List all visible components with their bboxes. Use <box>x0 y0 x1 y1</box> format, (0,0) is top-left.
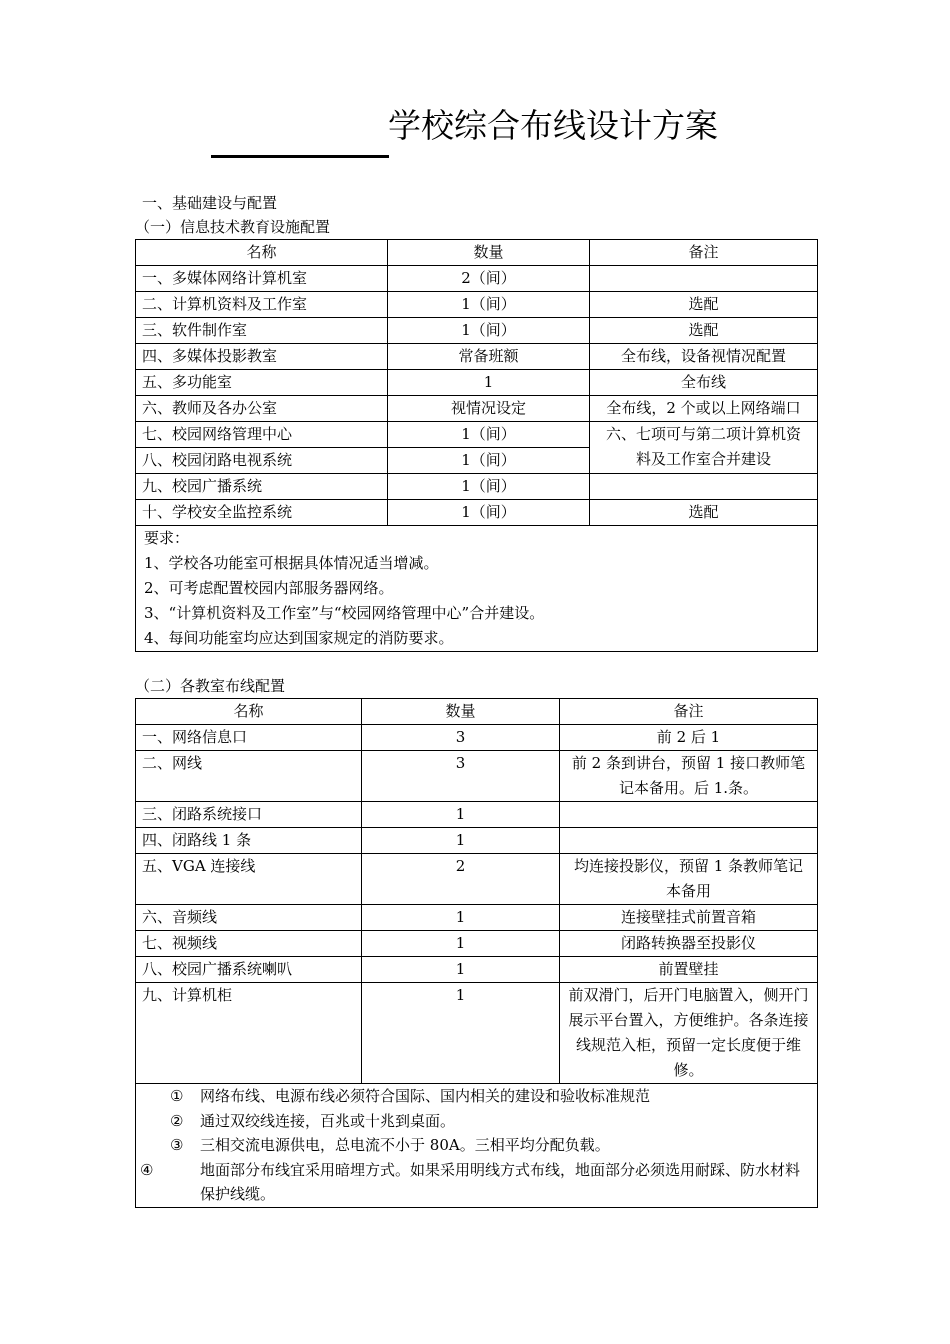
row-qty: 1（间） <box>388 292 590 318</box>
row-name: 六、教师及各办公室 <box>136 396 388 422</box>
row-qty: 视情况设定 <box>388 396 590 422</box>
note-text: 通过双绞线连接，百兆或十兆到桌面。 <box>200 1111 456 1130</box>
note-text: 地面部分布线宜采用暗埋方式。如果采用明线方式布线，地面部分必须选用耐踩、防水材料保护线缆。 <box>200 1160 801 1203</box>
requirement-item: 2、可考虑配置校园内部服务器网络。 <box>144 579 394 597</box>
table-row <box>136 957 818 983</box>
table-row <box>136 318 818 344</box>
row-name: 七、视频线 <box>136 931 362 957</box>
row-name: 十、学校安全监控系统 <box>136 500 388 526</box>
row-qty: 1（间） <box>388 318 590 344</box>
row-qty: 常备班额 <box>388 344 590 370</box>
requirements-row <box>136 526 818 652</box>
note-number: ① <box>170 1087 184 1105</box>
row-note: 全布线，设备视情况配置 <box>590 344 818 370</box>
table-row <box>136 344 818 370</box>
row-qty: 2 <box>362 854 560 905</box>
row-qty: 2（间） <box>388 266 590 292</box>
table-row <box>136 500 818 526</box>
table-row <box>136 983 818 1084</box>
header-name: 名称 <box>136 240 388 266</box>
table-row <box>136 854 818 905</box>
table-row <box>136 931 818 957</box>
note-text: 网络布线、电源布线必须符合国际、国内相关的建设和验收标准规范 <box>200 1087 651 1105</box>
row-qty: 1 <box>362 983 560 1084</box>
row-note <box>590 474 818 500</box>
note-item <box>144 1133 809 1158</box>
row-name: 一、网络信息口 <box>136 725 362 751</box>
table-row <box>136 396 818 422</box>
row-note: 闭路转换器至投影仪 <box>560 931 818 957</box>
table-header-row <box>136 240 818 266</box>
row-note <box>560 828 818 854</box>
row-qty: 1（间） <box>388 474 590 500</box>
row-name: 四、闭路线 1 条 <box>136 828 362 854</box>
row-name: 三、闭路系统接口 <box>136 802 362 828</box>
table-row <box>136 828 818 854</box>
row-qty: 1（间） <box>388 422 590 448</box>
row-qty: 1（间） <box>388 448 590 474</box>
table-row <box>136 474 818 500</box>
row-note: 全布线，2 个或以上网络端口 <box>590 396 818 422</box>
row-note: 连接壁挂式前置音箱 <box>560 905 818 931</box>
requirement-item: 1、学校各功能室可根据具体情况适当增减。 <box>144 554 439 572</box>
table-row <box>136 292 818 318</box>
table-header-row <box>136 699 818 725</box>
row-qty: 1 <box>362 828 560 854</box>
row-note: 选配 <box>590 292 818 318</box>
note-text: 三相交流电源供电，总电流不小于 80A。三相平均分配负载。 <box>200 1136 610 1154</box>
row-name: 五、VGA 连接线 <box>136 854 362 905</box>
title-underline <box>211 155 389 158</box>
header-note: 备注 <box>590 240 818 266</box>
row-name: 三、软件制作室 <box>136 318 388 344</box>
requirement-item: 4、每间功能室均应达到国家规定的消防要求。 <box>144 629 454 647</box>
row-qty: 1 <box>362 957 560 983</box>
row-qty: 1 <box>388 370 590 396</box>
row-note: 前 2 条到讲台，预留 1 接口教师笔记本备用。后 1.条。 <box>560 751 818 802</box>
table-row <box>136 266 818 292</box>
row-qty: 1（间） <box>388 500 590 526</box>
facility-config-table <box>135 239 818 652</box>
note-item <box>144 1084 809 1109</box>
table-row <box>136 802 818 828</box>
note-number: ④ <box>140 1160 154 1179</box>
table-row <box>136 725 818 751</box>
notes-cell <box>136 1084 818 1208</box>
subsection-heading-2: （二）各教室布线配置 <box>135 677 286 695</box>
row-note: 前 2 后 1 <box>560 725 818 751</box>
requirements-cell <box>136 526 818 652</box>
row-name: 八、校园广播系统喇叭 <box>136 957 362 983</box>
row-note <box>560 802 818 828</box>
row-qty: 3 <box>362 751 560 802</box>
row-name: 八、校园闭路电视系统 <box>136 448 388 474</box>
notes-row <box>136 1084 818 1208</box>
table-row <box>136 905 818 931</box>
table-row <box>136 370 818 396</box>
row-note: 前双滑门，后开门电脑置入，侧开门展示平台置入，方便维护。各条连接线规范入柜，预留一定长度便于维修。 <box>560 983 818 1084</box>
row-name: 一、多媒体网络计算机室 <box>136 266 388 292</box>
section-heading: 一、基础建设与配置 <box>142 194 278 212</box>
row-note: 选配 <box>590 318 818 344</box>
table-row <box>136 422 818 448</box>
row-note: 全布线 <box>590 370 818 396</box>
row-qty: 1 <box>362 905 560 931</box>
classroom-wiring-table <box>135 698 818 1208</box>
subsection-heading-1: （一）信息技术教育设施配置 <box>135 218 331 236</box>
note-item <box>144 1109 809 1134</box>
row-note: 均连接投影仪，预留 1 条教师笔记本备用 <box>560 854 818 905</box>
row-name: 二、计算机资料及工作室 <box>136 292 388 318</box>
requirement-item: 3、“计算机资料及工作室”与“校园网络管理中心”合并建设。 <box>144 604 545 622</box>
note-number: ③ <box>170 1136 184 1154</box>
merged-note: 六、七项可与第二项计算机资料及工作室合并建设 <box>590 422 818 474</box>
header-qty: 数量 <box>362 699 560 725</box>
row-qty: 3 <box>362 725 560 751</box>
note-number: ② <box>170 1111 184 1130</box>
row-qty: 1 <box>362 931 560 957</box>
row-name: 七、校园网络管理中心 <box>136 422 388 448</box>
row-name: 六、音频线 <box>136 905 362 931</box>
row-name: 九、校园广播系统 <box>136 474 388 500</box>
row-name: 九、计算机柜 <box>136 983 362 1084</box>
row-qty: 1 <box>362 802 560 828</box>
row-name: 五、多功能室 <box>136 370 388 396</box>
row-name: 二、网线 <box>136 751 362 802</box>
requirements-label: 要求： <box>144 529 190 547</box>
header-name: 名称 <box>136 699 362 725</box>
note-item <box>140 1158 809 1207</box>
row-note: 选配 <box>590 500 818 526</box>
header-qty: 数量 <box>388 240 590 266</box>
row-note: 前置壁挂 <box>560 957 818 983</box>
row-note <box>590 266 818 292</box>
row-name: 四、多媒体投影教室 <box>136 344 388 370</box>
header-note: 备注 <box>560 699 818 725</box>
document-title: 学校综合布线设计方案 <box>388 106 718 145</box>
table-row <box>136 751 818 802</box>
